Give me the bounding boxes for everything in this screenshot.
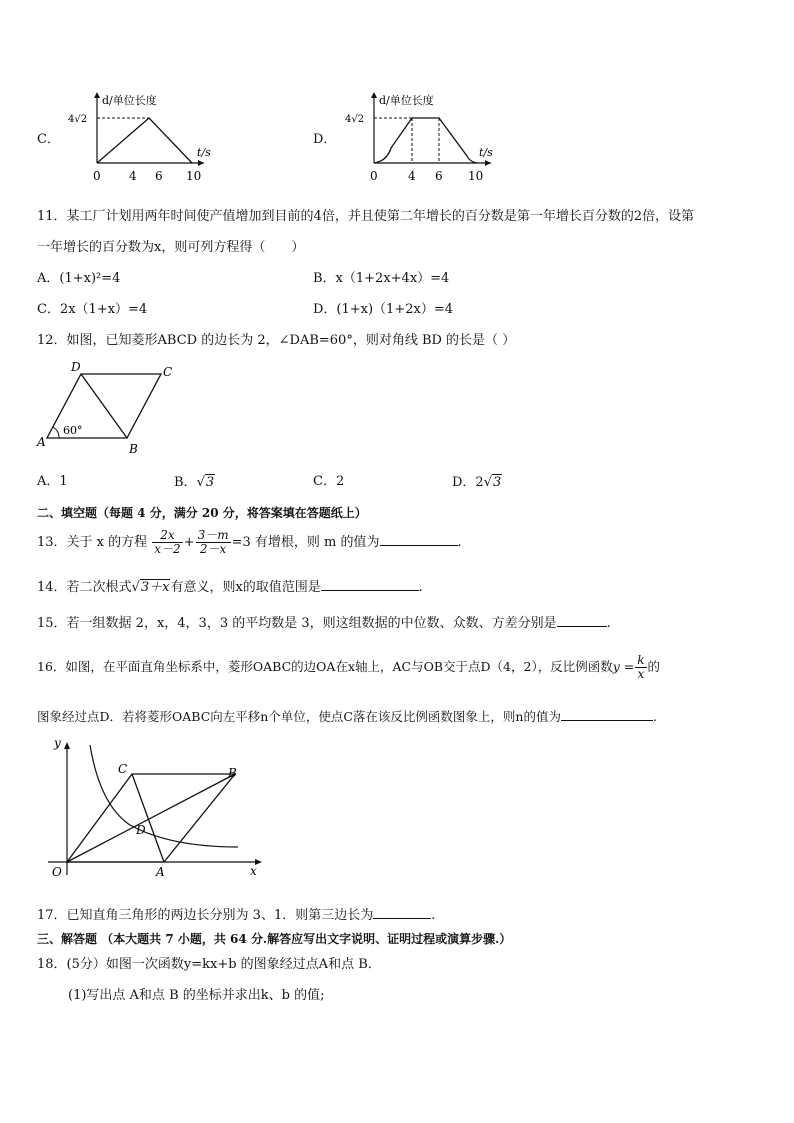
q14-end: . <box>418 580 423 595</box>
q12-label-a: A <box>37 435 46 449</box>
q12-option-a: A．1 <box>37 474 68 489</box>
q16-label-b: B <box>228 766 237 780</box>
section3-heading: 三、解答题 （本大题共 7 小题，共 64 分.解答应写出文字说明、证明过程或演算步骤.） <box>37 932 512 946</box>
q16-func-suffix: 的 <box>647 659 661 674</box>
q13-frac1-num: 2x <box>152 529 182 543</box>
q10d-ylabel: d/单位长度 <box>379 94 434 107</box>
q10d-tick-10: 10 <box>468 169 484 183</box>
q16-end: . <box>652 709 657 724</box>
q11-option-a: A．(1+x)²=4 <box>37 271 121 286</box>
q16-func-fraction <box>635 654 646 681</box>
q12-option-d-label: D．2 <box>452 475 484 490</box>
q12-angle-label: 60° <box>63 424 83 437</box>
q13-frac1-den: x－2 <box>154 542 181 556</box>
q13-frac2-den: 2－x <box>199 542 227 556</box>
q10c-tick-6: 6 <box>155 169 163 183</box>
q12-label-b: B <box>129 442 138 456</box>
q10c-xlabel: t/s <box>197 146 211 159</box>
q12-label-d: D <box>71 360 81 374</box>
q15-text: 15．若一组数据 2，x，4，3，3 的平均数是 3，则这组数据的中位数、众数、方差分别是 <box>37 616 557 631</box>
q15-end: . <box>606 616 611 631</box>
q10-graph-d <box>339 88 499 188</box>
q17-answer-blank[interactable] <box>373 906 431 919</box>
q11-option-c: C．2x（1+x）=4 <box>37 302 148 317</box>
q12-rhombus-figure <box>33 358 183 458</box>
q13-end: . <box>457 535 462 550</box>
q12-option-b: B．√3 <box>174 475 215 490</box>
q13-fraction-1 <box>152 529 182 556</box>
q16-line2 <box>37 708 657 725</box>
q12-label-c: C <box>163 365 173 379</box>
q10d-xlabel: t/s <box>479 146 493 159</box>
q10d-tick-6: 6 <box>435 169 443 183</box>
q17-text: 17．已知直角三角形的两边长分别为 3、1．则第三边长为 <box>37 908 374 923</box>
q10d-tick-0: 0 <box>370 169 378 183</box>
q17-end: . <box>431 908 436 923</box>
q10c-ylabel: d/单位长度 <box>102 94 157 107</box>
q16-answer-blank[interactable] <box>561 708 653 721</box>
q16-line1 <box>37 650 660 684</box>
q13-plus: + <box>183 535 195 550</box>
q10-graph-c <box>62 88 212 188</box>
q13-suffix: =3 有增根，则 m 的值为 <box>231 535 380 550</box>
q18-stem: 18．(5分）如图一次函数y=kx+b 的图象经过点A和点 B． <box>37 957 381 972</box>
q14-radicand: 3＋x <box>140 580 170 595</box>
q11-stem-line2: 一年增长的百分数为x，则可列方程得（ ） <box>37 240 305 255</box>
q16-line2-text: 图象经过点D．若将菱形OABC向左平移n个单位，使点C落在该反比例函数图象上，则n的值为 <box>37 709 561 724</box>
q13-answer-blank[interactable] <box>380 533 458 546</box>
section2-heading: 二、填空题（每题 4 分，满分 20 分，将答案填在答题纸上） <box>37 506 367 520</box>
q10-option-d-label: D． <box>313 132 337 147</box>
q16-line1-text: 16．如图，在平面直角坐标系中，菱形OABC的边OA在x轴上，AC与OB交于点D（4，2），反比例函数 <box>37 659 613 674</box>
q16-axis-y: y <box>54 736 61 750</box>
q13-fraction-2 <box>196 529 231 556</box>
q13-prefix: 13．关于 x 的方程 <box>37 535 148 550</box>
q10c-tick-10: 10 <box>186 169 202 183</box>
q10c-tick-4: 4 <box>129 169 137 183</box>
q16-axis-x: x <box>250 864 257 878</box>
q11-option-b: B．x（1+2x+4x）=4 <box>313 271 450 286</box>
q12-stem: 12．如图，已知菱形ABCD 的边长为 2，∠DAB=60°，则对角线 BD 的长是（ ） <box>37 333 516 348</box>
q10c-tick-0: 0 <box>93 169 101 183</box>
q10-option-c-label: C． <box>37 132 60 147</box>
q14-suffix: 有意义，则x的取值范围是 <box>170 580 321 595</box>
q12-option-d-radicand: 3 <box>493 475 502 490</box>
q15-answer-blank[interactable] <box>557 614 607 627</box>
q15-line <box>37 614 611 632</box>
q18-part1: (1)写出点 A和点 B 的坐标并求出k、b 的值; <box>68 988 325 1003</box>
q11-stem-line1: 11．某工厂计划用两年时间使产值增加到目前的4倍，并且使第二年增长的百分数是第一年增长百分数的2倍，设第 <box>37 209 695 224</box>
q16-func-num: k <box>637 653 645 667</box>
q14-prefix: 14．若二次根式 <box>37 580 132 595</box>
q16-label-d: D <box>136 823 146 837</box>
q16-coordinate-figure <box>40 735 270 880</box>
q10c-ymax: 4√2 <box>68 114 88 125</box>
q17-line <box>37 906 435 924</box>
q10d-tick-4: 4 <box>408 169 416 183</box>
q13-frac2-num: 3－m <box>197 528 229 542</box>
q12-option-b-radicand: 3 <box>205 475 215 490</box>
q16-func-den: x <box>637 667 645 681</box>
q13-line <box>37 526 462 560</box>
q16-label-o: O <box>52 865 62 879</box>
q11-option-d: D．(1+x)（1+2x）=4 <box>313 302 453 317</box>
q16-label-c: C <box>118 762 128 776</box>
q12-option-c: C．2 <box>313 474 345 489</box>
q14-line: 14．若二次根式√3＋x有意义，则x的取值范围是 . <box>37 580 423 595</box>
q16-label-a: A <box>156 865 165 879</box>
q12-option-b-label: B． <box>174 475 197 490</box>
q12-option-d: D．2√3 <box>452 475 502 490</box>
q14-answer-blank[interactable] <box>321 578 419 591</box>
q16-func-y: y = <box>612 659 635 674</box>
q10d-ymax: 4√2 <box>345 114 365 125</box>
